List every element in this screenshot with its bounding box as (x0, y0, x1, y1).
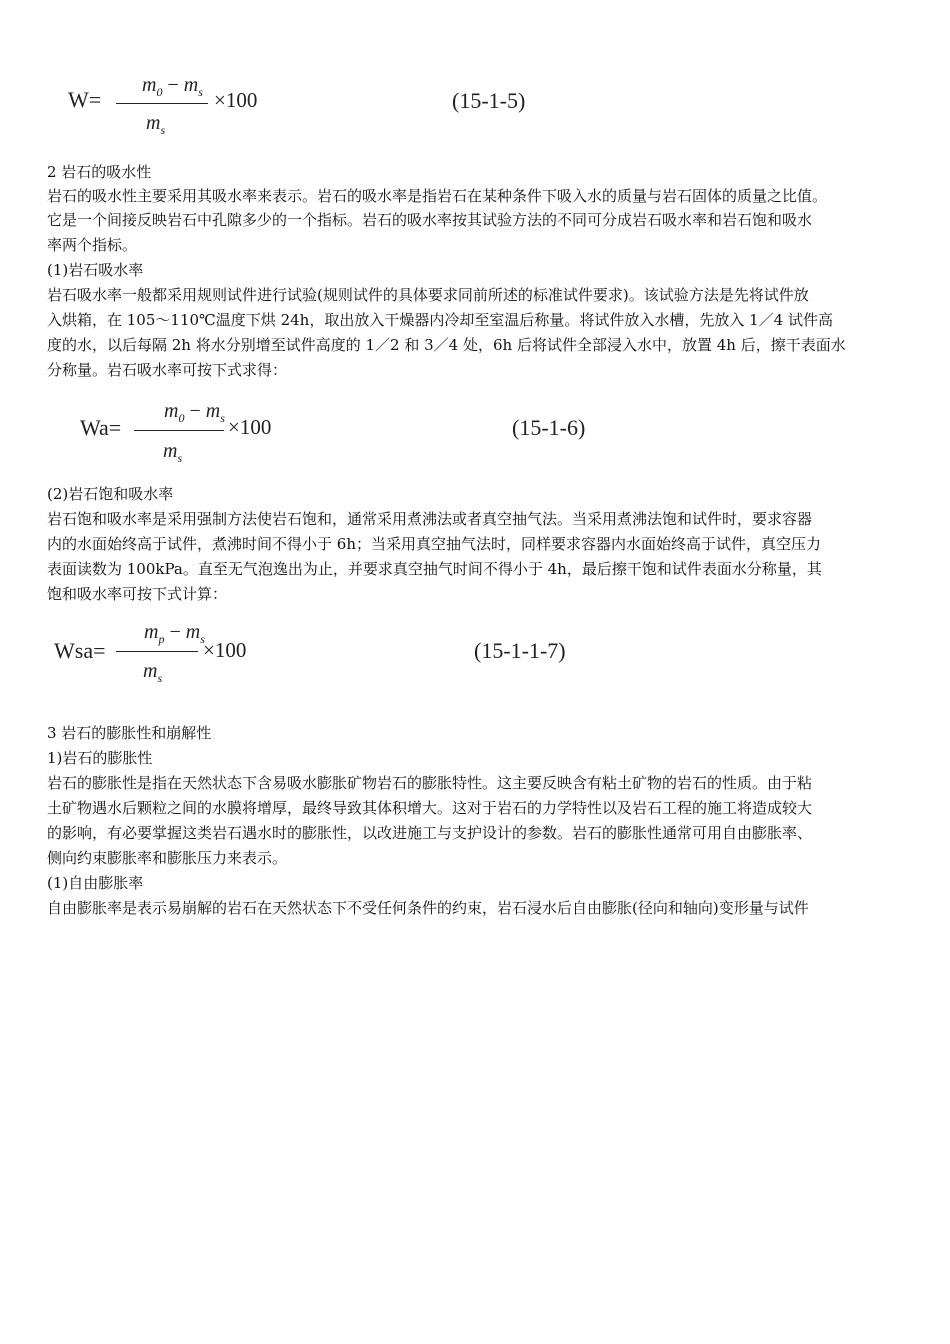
formula-multiplier: ×100 (228, 415, 272, 439)
formula-denominator: $m_s$ (143, 660, 163, 685)
formula-numerator: $m_0 - m_s$ (164, 400, 225, 425)
formula-multiplier: ×100 (203, 638, 247, 662)
subsection-heading: (1)自由膨胀率 (47, 874, 144, 892)
paragraph-line: 内的水面始终高于试件，煮沸时间不得小于 6h；当采用真空抽气法时，同样要求容器内水面始终高于试件，真空压力 (47, 535, 821, 553)
subsection-heading: (2)岩石饱和吸水率 (47, 485, 174, 503)
paragraph-line: 侧向约束膨胀率和膨胀压力来表示。 (47, 849, 288, 867)
formula-lhs: Wa= (80, 415, 122, 440)
formula-lhs: Wsa= (54, 638, 106, 663)
paragraph-line: 岩石的吸水性主要采用其吸水率来表示。岩石的吸水率是指岩石在某种条件下吸入水的质量与岩石固体的质量之比值。 (47, 187, 828, 205)
formula-multiplier: ×100 (214, 88, 258, 112)
formula-denominator: $m_s$ (163, 440, 183, 465)
equation-number: (15-1-6) (512, 415, 586, 440)
paragraph-line: 它是一个间接反映岩石中孔隙多少的一个指标。岩石的吸水率按其试验方法的不同可分成岩石吸水率和岩石饱和吸水 (47, 211, 813, 229)
formula-denominator: $m_s$ (146, 112, 166, 137)
equation-number: (15-1-5) (452, 88, 526, 113)
paragraph-line: 度的水，以后每隔 2h 将水分别增至试件高度的 1／2 和 3／4 处，6h 后将试件全部浸入水中，放置 4h 后，擦干表面水 (47, 336, 846, 354)
formula-numerator: $m_p - m_s$ (144, 621, 205, 646)
subsection-heading: 1)岩石的膨胀性 (47, 749, 153, 767)
paragraph-line: 土矿物遇水后颗粒之间的水膜将增厚，最终导致其体积增大。这对于岩石的力学特性以及岩石工程的施工将造成较大 (47, 799, 813, 817)
paragraph-line: 的影响，有必要掌握这类岩石遇水时的膨胀性，以改进施工与支护设计的参数。岩石的膨胀性通常可用自由膨胀率、 (47, 824, 813, 842)
paragraph-line: 入烘箱，在 105～110℃温度下烘 24h，取出放入干燥器内冷却至室温后称量。将试件放入水槽，先放入 1／4 试件高 (47, 311, 833, 329)
fraction-bar (116, 651, 198, 652)
section-heading: 3 岩石的膨胀性和崩解性 (47, 724, 212, 742)
paragraph-line: 分称量。岩石吸水率可按下式求得： (47, 361, 288, 379)
formula-numerator: $m_0 - m_s$ (142, 74, 203, 99)
paragraph-line: 率两个指标。 (47, 236, 138, 254)
subsection-heading: (1)岩石吸水率 (47, 261, 144, 279)
equation-number: (15-1-1-7) (474, 638, 566, 663)
paragraph-line: 自由膨胀率是表示易崩解的岩石在天然状态下不受任何条件的约束，岩石浸水后自由膨胀(径向和轴向)变形量与试件 (47, 899, 809, 917)
paragraph-line: 表面读数为 100kPa。直至无气泡逸出为止，并要求真空抽气时间不得小于 4h，最后擦干饱和试件表面水分称量，其 (47, 560, 822, 578)
paragraph-line: 岩石的膨胀性是指在天然状态下含易吸水膨胀矿物岩石的膨胀特性。这主要反映含有粘土矿物的岩石的性质。由于粘 (47, 774, 813, 792)
paragraph-line: 岩石饱和吸水率是采用强制方法使岩石饱和，通常采用煮沸法或者真空抽气法。当采用煮沸法饱和试件时，要求容器 (47, 510, 813, 528)
paragraph-line: 岩石吸水率一般都采用规则试件进行试验(规则试件的具体要求同前所述的标准试件要求)。该试验方法是先将试件放 (47, 286, 809, 304)
formula-lhs: W= (68, 87, 102, 112)
paragraph-line: 饱和吸水率可按下式计算： (47, 585, 228, 603)
section-heading: 2 岩石的吸水性 (47, 163, 152, 181)
